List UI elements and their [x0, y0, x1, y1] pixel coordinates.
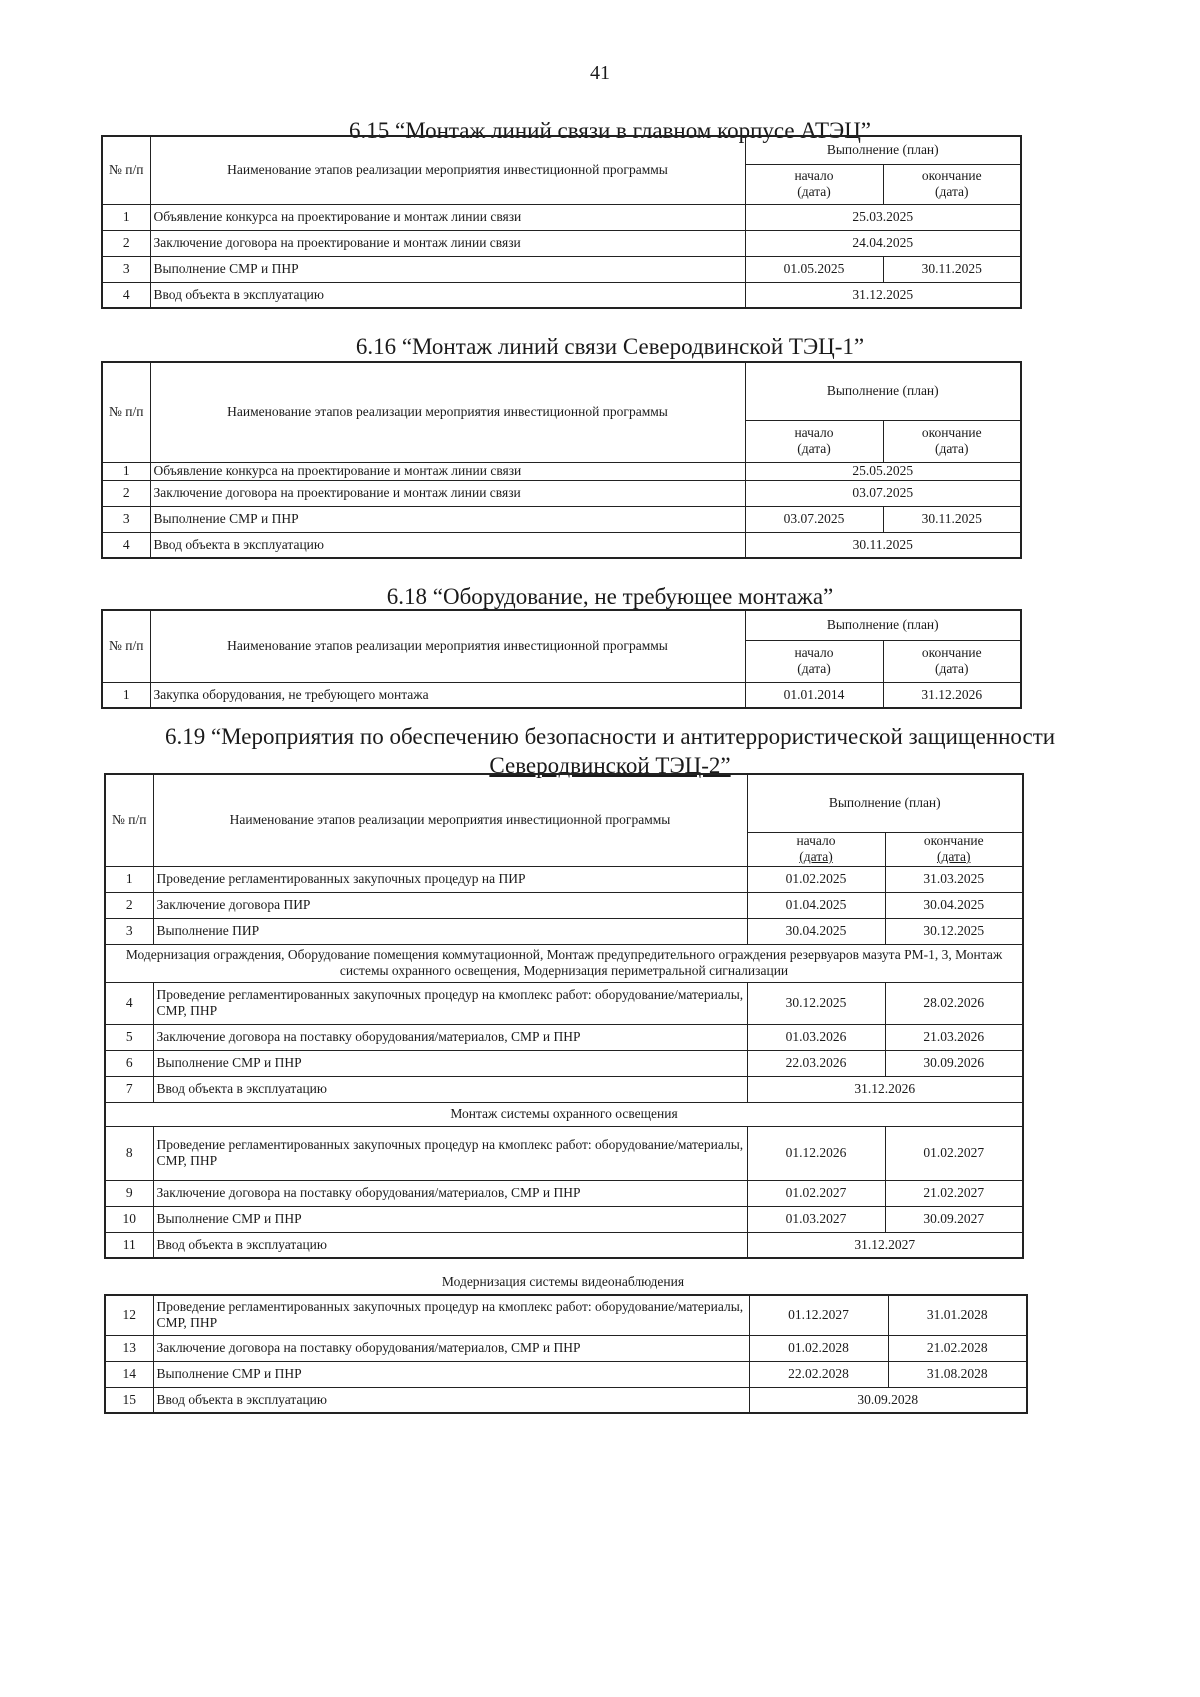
row-end-date: 21.03.2026	[885, 1024, 1023, 1050]
row-number: 1	[102, 462, 150, 480]
row-date: 31.12.2025	[745, 282, 1021, 308]
row-number: 3	[105, 918, 153, 944]
row-number: 1	[102, 682, 150, 708]
row-stage-name: Выполнение СМР и ПНР	[153, 1361, 749, 1387]
row-start-date: 22.02.2028	[749, 1361, 888, 1387]
row-end-date: 30.11.2025	[883, 256, 1021, 282]
row-end-date: 31.03.2025	[885, 866, 1023, 892]
row-start-date: 01.04.2025	[747, 892, 885, 918]
row-end-date: 30.11.2025	[883, 506, 1021, 532]
row-stage-name: Проведение регламентированных закупочных процедур на ПИР	[153, 866, 747, 892]
end-label: окончание	[923, 833, 984, 848]
row-end-date: 31.12.2026	[883, 682, 1021, 708]
end-sublabel: (дата)	[934, 661, 969, 676]
row-stage-name: Проведение регламентированных закупочных процедур на кмоплекс работ: оборудование/материалы, СМР, ПНР	[153, 1126, 747, 1180]
table-row	[105, 1206, 1023, 1232]
row-number: 14	[105, 1361, 153, 1387]
row-end-date: 30.04.2025	[885, 892, 1023, 918]
table-row	[102, 532, 1021, 558]
row-start-date: 03.07.2025	[745, 506, 883, 532]
col-header-name: Наименование этапов реализации мероприятия инвестиционной программы	[150, 136, 745, 204]
row-number: 5	[105, 1024, 153, 1050]
row-stage-name: Закупка оборудования, не требующего монтажа	[150, 682, 745, 708]
row-stage-name: Объявление конкурса на проектирование и монтаж линии связи	[150, 462, 745, 480]
row-number: 3	[102, 506, 150, 532]
section-title-6-16: 6.16 “Монтаж линий связи Северодвинской ТЭЦ-1”	[355, 334, 865, 359]
row-date: 30.11.2025	[745, 532, 1021, 558]
end-label: окончание	[921, 645, 982, 660]
row-date: 30.09.2028	[749, 1387, 1027, 1413]
row-start-date: 01.12.2027	[749, 1295, 888, 1335]
start-label: начало	[794, 168, 834, 183]
row-end-date: 31.01.2028	[888, 1295, 1027, 1335]
start-label: начало	[794, 645, 834, 660]
end-label: окончание	[921, 425, 982, 440]
row-date: 31.12.2026	[747, 1076, 1023, 1102]
end-sublabel: (дата)	[936, 849, 971, 864]
table-row	[105, 1050, 1023, 1076]
row-stage-name: Выполнение ПИР	[153, 918, 747, 944]
row-stage-name: Ввод объекта в эксплуатацию	[150, 532, 745, 558]
col-header-end	[885, 832, 1023, 866]
col-header-plan: Выполнение (план)	[745, 362, 1021, 420]
start-sublabel: (дата)	[797, 184, 831, 199]
row-date: 25.05.2025	[745, 462, 1021, 480]
row-stage-name: Объявление конкурса на проектирование и монтаж линии связи	[150, 204, 745, 230]
row-date: 24.04.2025	[745, 230, 1021, 256]
row-number: 11	[105, 1232, 153, 1258]
table-row	[105, 1076, 1023, 1102]
row-stage-name: Ввод объекта в эксплуатацию	[150, 282, 745, 308]
row-end-date: 21.02.2028	[888, 1335, 1027, 1361]
table-row	[105, 1232, 1023, 1258]
row-number: 12	[105, 1295, 153, 1335]
col-header-num: № п/п	[102, 136, 150, 204]
table-row	[102, 682, 1021, 708]
group-row	[105, 944, 1023, 982]
row-stage-name: Заключение договора на поставку оборудования/материалов, СМР и ПНР	[153, 1180, 747, 1206]
row-stage-name: Выполнение СМР и ПНР	[153, 1206, 747, 1232]
col-header-name: Наименование этапов реализации мероприятия инвестиционной программы	[150, 362, 745, 462]
row-number: 15	[105, 1387, 153, 1413]
row-date: 31.12.2027	[747, 1232, 1023, 1258]
row-stage-name: Заключение договора на поставку оборудования/материалов, СМР и ПНР	[153, 1335, 749, 1361]
row-stage-name: Проведение регламентированных закупочных процедур на кмоплекс работ: оборудование/материалы, СМР, ПНР	[153, 1295, 749, 1335]
row-stage-name: Заключение договора ПИР	[153, 892, 747, 918]
row-number: 8	[105, 1126, 153, 1180]
table-row	[105, 982, 1023, 1024]
row-number: 2	[102, 480, 150, 506]
start-sublabel: (дата)	[799, 849, 833, 864]
row-end-date: 30.09.2027	[885, 1206, 1023, 1232]
row-number: 4	[102, 532, 150, 558]
page-number: 41	[590, 62, 610, 84]
row-start-date: 01.01.2014	[745, 682, 883, 708]
col-header-name: Наименование этапов реализации мероприятия инвестиционной программы	[150, 610, 745, 682]
row-end-date: 28.02.2026	[885, 982, 1023, 1024]
table-row	[105, 1295, 1027, 1335]
start-label: начало	[796, 833, 836, 848]
row-start-date: 01.03.2027	[747, 1206, 885, 1232]
end-label: окончание	[921, 168, 982, 183]
end-sublabel: (дата)	[934, 441, 969, 456]
section-title-6-19	[100, 722, 1120, 780]
table-row	[102, 282, 1021, 308]
group-heading-video: Модернизация системы видеонаблюдения	[441, 1274, 685, 1289]
table-row	[102, 230, 1021, 256]
row-number: 4	[105, 982, 153, 1024]
row-stage-name: Ввод объекта в эксплуатацию	[153, 1232, 747, 1258]
table-row	[105, 1335, 1027, 1361]
row-number: 2	[102, 230, 150, 256]
row-end-date: 21.02.2027	[885, 1180, 1023, 1206]
row-number: 13	[105, 1335, 153, 1361]
col-header-start	[745, 420, 883, 462]
row-stage-name: Заключение договора на проектирование и монтаж линии связи	[150, 230, 745, 256]
row-end-date: 30.09.2026	[885, 1050, 1023, 1076]
row-start-date: 01.03.2026	[747, 1024, 885, 1050]
group-heading: Модернизация ограждения, Оборудование помещения коммутационной, Монтаж предупредительного ограждения резервуаров мазута РМ-1, 3, Монтаж системы охранного освещения, Модернизация периметральной сигнализации	[105, 944, 1023, 982]
row-stage-name: Заключение договора на проектирование и монтаж линии связи	[150, 480, 745, 506]
row-date: 25.03.2025	[745, 204, 1021, 230]
row-number: 6	[105, 1050, 153, 1076]
row-end-date: 30.12.2025	[885, 918, 1023, 944]
table-row	[105, 1387, 1027, 1413]
table-row	[105, 1024, 1023, 1050]
row-stage-name: Выполнение СМР и ПНР	[153, 1050, 747, 1076]
row-number: 1	[105, 866, 153, 892]
start-label: начало	[794, 425, 834, 440]
row-start-date: 30.12.2025	[747, 982, 885, 1024]
row-number: 3	[102, 256, 150, 282]
table-row	[105, 1180, 1023, 1206]
table-row	[102, 204, 1021, 230]
table-6-16	[101, 361, 1022, 559]
table-row	[105, 892, 1023, 918]
table-row	[105, 866, 1023, 892]
end-sublabel: (дата)	[934, 184, 969, 199]
row-stage-name: Проведение регламентированных закупочных процедур на кмоплекс работ: оборудование/материалы, СМР, ПНР	[153, 982, 747, 1024]
col-header-start	[747, 832, 885, 866]
row-start-date: 01.02.2027	[747, 1180, 885, 1206]
col-header-plan: Выполнение (план)	[745, 136, 1021, 164]
col-header-plan: Выполнение (план)	[745, 610, 1021, 640]
table-6-15	[101, 135, 1022, 309]
table-row	[105, 1361, 1027, 1387]
table-row	[105, 1126, 1023, 1180]
table-row	[102, 462, 1021, 480]
col-header-num: № п/п	[102, 610, 150, 682]
col-header-name: Наименование этапов реализации мероприятия инвестиционной программы	[153, 774, 747, 866]
row-number: 7	[105, 1076, 153, 1102]
section-title-6-19-line1: 6.19 “Мероприятия по обеспечению безопасности и антитеррористической защищенности	[164, 724, 1056, 749]
col-header-end	[883, 164, 1021, 204]
table-row	[102, 256, 1021, 282]
row-start-date: 30.04.2025	[747, 918, 885, 944]
row-stage-name: Выполнение СМР и ПНР	[150, 506, 745, 532]
row-start-date: 01.05.2025	[745, 256, 883, 282]
table-row	[102, 506, 1021, 532]
row-start-date: 22.03.2026	[747, 1050, 885, 1076]
row-number: 2	[105, 892, 153, 918]
row-number: 4	[102, 282, 150, 308]
table-row	[105, 918, 1023, 944]
col-header-end	[883, 640, 1021, 682]
row-stage-name: Ввод объекта в эксплуатацию	[153, 1076, 747, 1102]
row-number: 1	[102, 204, 150, 230]
row-start-date: 01.12.2026	[747, 1126, 885, 1180]
col-header-start	[745, 164, 883, 204]
row-stage-name: Ввод объекта в эксплуатацию	[153, 1387, 749, 1413]
row-stage-name: Выполнение СМР и ПНР	[150, 256, 745, 282]
group-row	[105, 1102, 1023, 1126]
start-sublabel: (дата)	[797, 661, 831, 676]
start-sublabel: (дата)	[797, 441, 831, 456]
row-number: 10	[105, 1206, 153, 1232]
table-row	[102, 480, 1021, 506]
table-6-19	[104, 773, 1024, 1259]
group-heading: Монтаж системы охранного освещения	[105, 1102, 1023, 1126]
section-title-6-18: 6.18 “Оборудование, не требующее монтажа”	[386, 584, 834, 609]
row-start-date: 01.02.2028	[749, 1335, 888, 1361]
col-header-end	[883, 420, 1021, 462]
row-start-date: 01.02.2025	[747, 866, 885, 892]
row-end-date: 01.02.2027	[885, 1126, 1023, 1180]
col-header-num: № п/п	[105, 774, 153, 866]
section-title-6-15: 6.15 “Монтаж линий связи в главном корпусе АТЭЦ”	[348, 118, 872, 143]
col-header-plan: Выполнение (план)	[747, 774, 1023, 832]
row-stage-name: Заключение договора на поставку оборудования/материалов, СМР и ПНР	[153, 1024, 747, 1050]
table-6-18	[101, 609, 1022, 709]
row-end-date: 31.08.2028	[888, 1361, 1027, 1387]
row-date: 03.07.2025	[745, 480, 1021, 506]
row-number: 9	[105, 1180, 153, 1206]
col-header-num: № п/п	[102, 362, 150, 462]
col-header-start	[745, 640, 883, 682]
section-title-6-19-line2: Северодвинской ТЭЦ-2”	[489, 753, 731, 778]
table-6-19-video	[104, 1294, 1028, 1414]
